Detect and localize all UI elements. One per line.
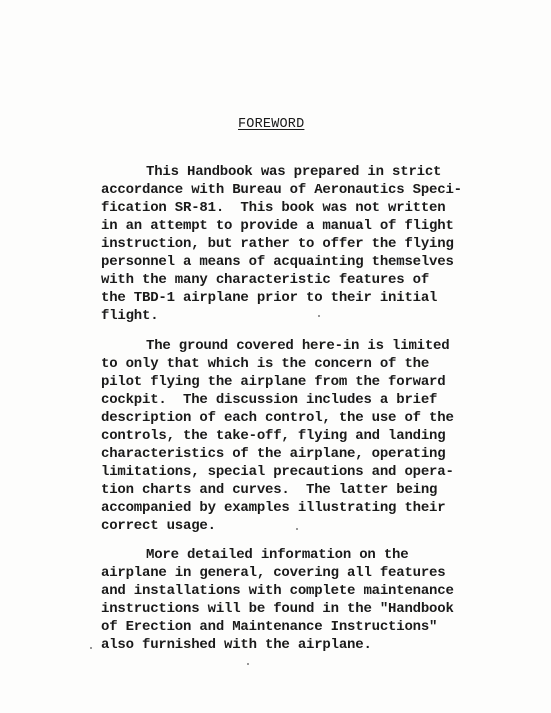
page-title: FOREWORD (238, 117, 305, 132)
paragraph-3-line-3: and installations with complete maintenance (101, 583, 454, 599)
paragraph-2-line-6: controls, the take-off, flying and landing (101, 428, 446, 444)
paragraph-2-line-7: characteristics of the airplane, operating (101, 446, 446, 462)
paragraph-3-line-6: also furnished with the airplane. (101, 637, 372, 653)
paragraph-1-line-6: personnel a means of acquainting themselves (101, 254, 454, 270)
paragraph-2-line-11: correct usage. (101, 518, 216, 534)
paragraph-1-line-9: flight. (101, 308, 159, 324)
paragraph-1-line-3: fication SR-81. This book was not written (101, 200, 446, 216)
paragraph-1-line-7: with the many characteristic features of (101, 272, 430, 288)
scan-speck (296, 528, 298, 530)
paragraph-1-line-1: This Handbook was prepared in strict (146, 164, 442, 180)
paragraph-1-line-4: in an attempt to provide a manual of flight (101, 218, 454, 234)
paragraph-2-line-10: accompanied by examples illustrating their (101, 500, 446, 516)
paragraph-2-line-1: The ground covered here-in is limited (146, 338, 450, 354)
paragraph-3-line-4: instructions will be found in the "Handbook (101, 601, 454, 617)
paragraph-1-line-8: the TBD-1 airplane prior to their initial (101, 290, 438, 306)
paragraph-3-line-1: More detailed information on the (146, 547, 409, 563)
paragraph-2-line-4: cockpit. The discussion includes a brief (101, 392, 438, 408)
scan-speck (90, 647, 92, 649)
paragraph-1-line-2: accordance with Bureau of Aeronautics Speci- (101, 182, 462, 198)
scan-speck (318, 315, 320, 317)
paragraph-1-line-5: instruction, but rather to offer the flying (101, 236, 454, 252)
paragraph-2-line-2: to only that which is the concern of the (101, 356, 430, 372)
paragraph-3-line-2: airplane in general, covering all features (101, 565, 446, 581)
paragraph-2-line-5: description of each control, the use of the (101, 410, 454, 426)
paragraph-2-line-8: limitations, special precautions and opera- (101, 464, 454, 480)
paragraph-3-line-5: of Erection and Maintenance Instructions" (101, 619, 438, 635)
paragraph-2-line-3: pilot flying the airplane from the forward (101, 374, 446, 390)
paragraph-2-line-9: tion charts and curves. The latter being (101, 482, 438, 498)
scan-speck (247, 663, 249, 665)
